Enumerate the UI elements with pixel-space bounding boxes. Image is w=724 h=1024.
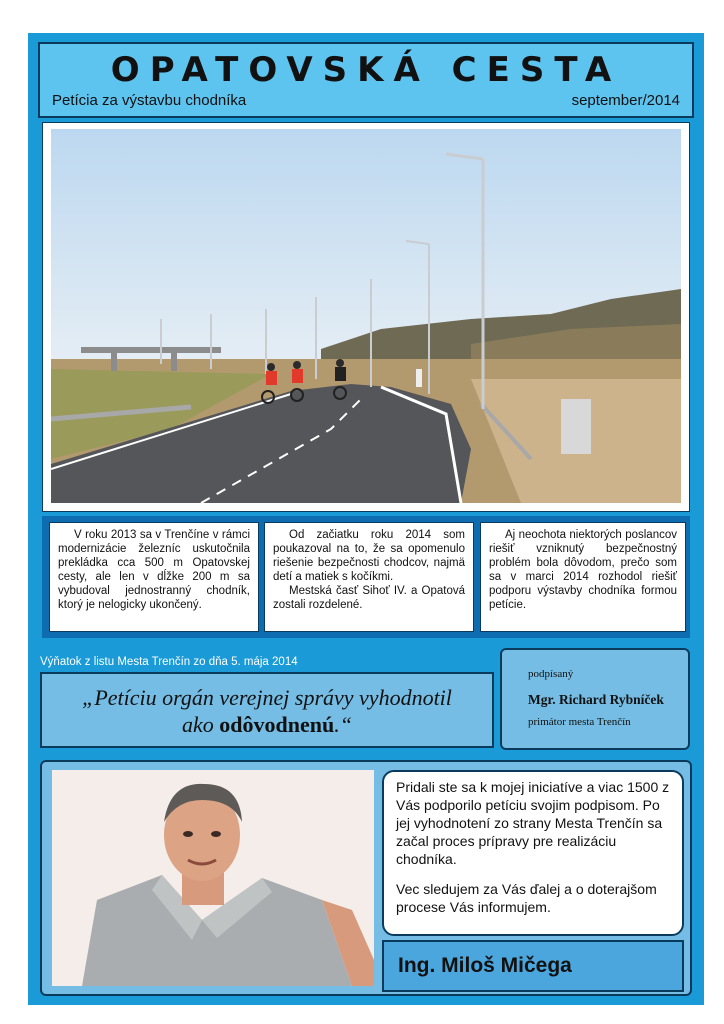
signed-label: podpísaný bbox=[528, 668, 574, 680]
column-3-text: Aj neochota niektorých poslancov riešiť vzniknutý bezpečnostný problém bola dôvodom, prečo som sa v marci 2014 rozhodol riešiť podporu výstavby chodníka formou petície. bbox=[489, 529, 677, 611]
photo-frame bbox=[42, 122, 690, 512]
issue-date: september/2014 bbox=[571, 92, 680, 109]
quote-box bbox=[40, 672, 494, 748]
text-column-3 bbox=[480, 522, 686, 632]
page-subtitle: Petícia za výstavbu chodníka bbox=[52, 92, 247, 109]
author-name-box bbox=[382, 940, 684, 992]
quote-line-1: „Petíciu orgán verejnej správy vyhodnotil bbox=[82, 685, 452, 710]
message-paragraph-2: Vec sledujem za Vás ďalej a o doterajšom procese Vás informujem. bbox=[396, 881, 657, 915]
signature-box bbox=[500, 648, 690, 750]
message-box bbox=[382, 770, 684, 936]
road-photo-illustration bbox=[51, 129, 681, 503]
quote-text bbox=[42, 684, 492, 738]
column-2-text: Od začiatku roku 2014 som poukazoval na to, že sa opomenulo riešenie bezpečnosti chodcov, najmä detí a matiek s kočíkmi. bbox=[273, 529, 465, 583]
signatory-role: primátor mesta Trenčín bbox=[528, 716, 631, 728]
excerpt-label: Výňatok z listu Mesta Trenčín zo dňa 5. mája 2014 bbox=[40, 656, 298, 668]
page-title: OPATOVSKÁ CESTA bbox=[110, 50, 622, 90]
header-banner bbox=[38, 42, 694, 118]
signatory-name: Mgr. Richard Rybníček bbox=[528, 692, 664, 707]
text-column-2 bbox=[264, 522, 474, 632]
quote-line-2-prefix: ako bbox=[182, 712, 220, 737]
portrait-illustration bbox=[52, 770, 374, 986]
column-1-text: V roku 2013 sa v Trenčíne v rámci modernizácie železníc uskutočnila prekládka cca 500 m Opatovskej cesty, ale len v dĺžke 200 m sa vybudoval jednostranný chodník, ktorý je nelogicky ukončený. bbox=[58, 529, 250, 611]
quote-line-2-suffix: .“ bbox=[334, 712, 352, 737]
text-column-1 bbox=[49, 522, 259, 632]
author-portrait bbox=[52, 770, 374, 986]
road-cyclists-photo bbox=[51, 129, 681, 503]
message-paragraph-1: Pridali ste sa k mojej iniciatíve a viac 1500 z Vás podporilo petíciu svojim podpisom. Po jej vyhodnotení zo strany Mesta Trenčín sa začal proces prípravy pre realizáciu chodníka. bbox=[396, 779, 670, 867]
quote-line-2-bold: odôvodnenú bbox=[219, 712, 335, 737]
author-name: Ing. Miloš Mičega bbox=[398, 954, 572, 977]
column-2-text-2: Mestská časť Sihoť IV. a Opatová zostali rozdelené. bbox=[273, 585, 465, 611]
